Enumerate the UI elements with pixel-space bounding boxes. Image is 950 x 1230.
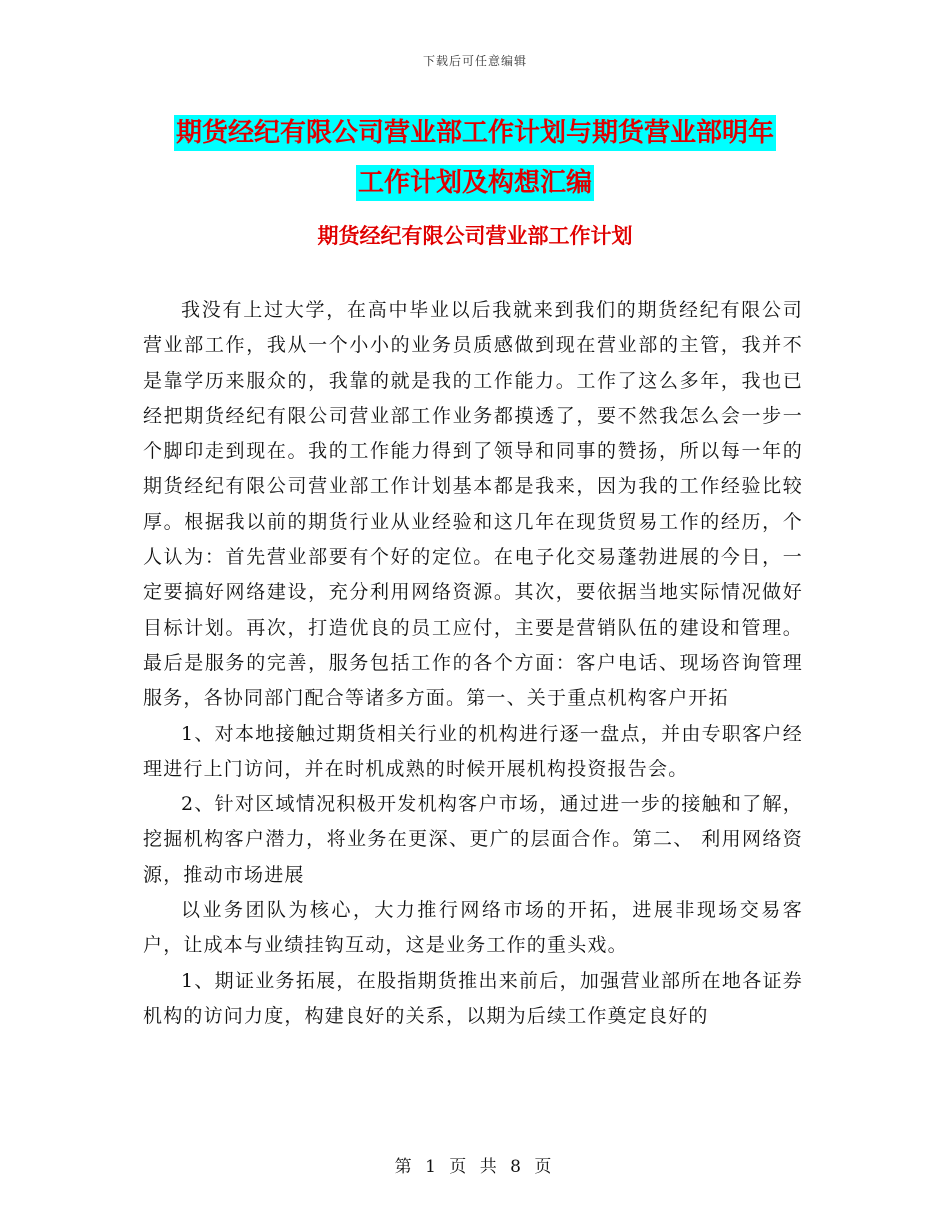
header-note: 下载后可任意编辑 (422, 54, 527, 68)
page-footer: 第 1 页 共 8 页 (394, 1157, 556, 1177)
document-title-line-1: 期货经纪有限公司营业部工作计划与期货营业部明年 (174, 115, 776, 151)
paragraph-item-2: 2、针对区域情况积极开发机构客户市场，通过进一步的接触和了解，挖掘机构客户潜力，将业务在更深、更广的层面合作。第二、 利用网络资源，推动市场进展 (143, 793, 803, 886)
document-title (140, 108, 810, 208)
document-title-line-2: 工作计划及构想汇编 (356, 165, 594, 201)
paragraph-intro: 我没有上过大学，在高中毕业以后我就来到我们的期货经纪有限公司营业部工作，我从一个小小的业务员质感做到现在营业部的主管，我并不是靠学历来服众的，我靠的就是我的工作能力。工作了这么多年，我也已经把期货经纪有限公司营业部工作业务都摸透了，要不然我怎么会一步一个脚印走到现在。我的工作能力得到了领导和同事的赞扬，所以每一年的期货经纪有限公司营业部工作计划基本都是我来，因为我的工作经验比较厚。根据我以前的期货行业从业经验和这几年在现货贸易工作的经历，个人认为：首先营业部要有个好的定位。在电子化交易蓬勃进展的今日，一定要搞好网络建设，充分利用网络资源。其次，要依据当地实际情况做好目标计划。再次，打造优良的员工应付，主要是营销队伍的建设和管理。最后是服务的完善，服务包括工作的各个方面：客户电话、现场咨询管理服务，各协同部门配合等诸多方面。第一、关于重点机构客户开拓 (143, 299, 803, 710)
paragraph-item-3: 1、期证业务拓展，在股指期货推出来前后，加强营业部所在地各证券机构的访问力度，构建良好的关系，以期为后续工作奠定良好的 (143, 969, 803, 1027)
document-body (143, 293, 803, 1034)
section-title: 期货经纪有限公司营业部工作计划 (317, 224, 633, 248)
paragraph-item-1: 1、对本地接触过期货相关行业的机构进行逐一盘点，并由专职客户经理进行上门访问，并在时机成熟的时候开展机构投资报告会。 (143, 722, 803, 780)
paragraph-network: 以业务团队为核心，大力推行网络市场的开拓，进展非现场交易客户，让成本与业绩挂钩互动，这是业务工作的重头戏。 (143, 899, 803, 957)
